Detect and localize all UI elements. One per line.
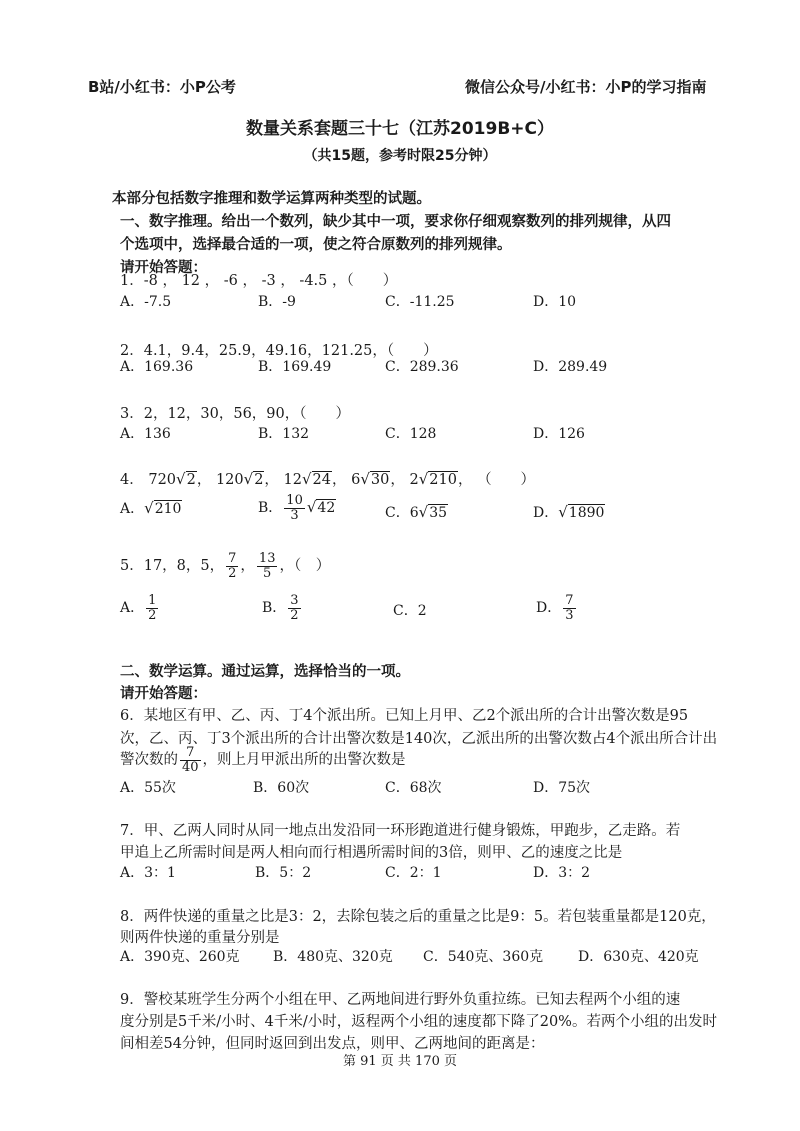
q6-line1: 6．某地区有甲、乙、丙、丁4个派出所。已知上月甲、乙2个派出所的合计出警次数是95 [120, 708, 689, 724]
q7-option-d: D．3：2 [533, 865, 591, 881]
q3-stem: 3．2，12，30，56，90，（ ） [120, 406, 351, 422]
q4-option-d: D．√1890 [533, 503, 605, 521]
q8-option-b: B．480克、320克 [273, 949, 393, 965]
q4-option-b: B． $\frac{10}{3}$ √42 [258, 493, 336, 523]
header-left: B站/小红书：小P公考 [88, 78, 236, 96]
q9-line2: 度分别是5千米/小时、4千米/小时，返程两个小组的速度都下降了20%。若两个小组的出发时 [120, 1014, 717, 1030]
q3-option-a: A．136 [120, 426, 171, 442]
q8-option-d: D．630克、420克 [578, 949, 699, 965]
q7-option-b: B．5：2 [255, 865, 312, 881]
q7-line2: 甲追上乙所需时间是两人相向而行相遇所需时间的3倍，则甲、乙的速度之比是 [120, 845, 623, 861]
q6-line2: 次，乙、丙、丁3个派出所的合计出警次数是140次，乙派出所的出警次数占4个派出所合计出 [120, 731, 718, 747]
q8-option-a: A．390克、260克 [120, 949, 240, 965]
q4-term-4: 6√30 [351, 470, 390, 488]
q5-option-a: A． $\frac{1}{2}$ [120, 593, 157, 623]
q1-option-b: B．-9 [258, 294, 296, 310]
q8-option-c: C．540克、360克 [423, 949, 544, 965]
q2-option-b: B．169.49 [258, 359, 332, 375]
q7-line1: 7．甲、乙两人同时从同一地点出发沿同一环形跑道进行健身锻炼，甲跑步，乙走路。若 [120, 823, 681, 839]
q9-line3: 间相差54分钟，但同时返回到出发点，则甲、乙两地间的距离是： [120, 1036, 545, 1052]
header-right: 微信公众号/小红书：小P的学习指南 [465, 78, 707, 96]
q6-option-c: C．68次 [385, 780, 442, 796]
q4-term-1: 720√2 [148, 470, 196, 488]
q8-line1: 8．两件快递的重量之比是3：2，去除包装之后的重量之比是9：5。若包装重量都是120克， [120, 909, 716, 925]
q8-line2: 则两件快递的重量分别是 [120, 930, 280, 946]
section1-instruction-line2: 个选项中，选择最合适的一项，使之符合原数列的排列规律。 [120, 237, 512, 253]
q4-number: 4． [120, 472, 144, 488]
q6-option-d: D．75次 [533, 780, 591, 796]
q4-option-c: C．6√35 [385, 503, 448, 521]
q9-line1: 9．警校某班学生分两个小组在甲、乙两地间进行野外负重拉练。已知去程两个小组的速 [120, 992, 681, 1008]
q5-option-b: B． $\frac{3}{2}$ [262, 593, 299, 623]
q1-stem: 1．-8 ， 12 ， -6 ， -3 ， -4.5 ，（ ） [120, 273, 398, 289]
q2-option-a: A．169.36 [120, 359, 194, 375]
q4-term-3: 12√24 [283, 470, 331, 488]
section2-start: 请开始答题： [120, 686, 207, 702]
q5-stem: 5．17，8，5， $\frac{7}{2}$ ， $\frac{13}{5}$ ，（ ） [120, 551, 331, 581]
q2-stem: 2．4.1，9.4，25.9，49.16，121.25，（ ） [120, 343, 438, 359]
section1-start: 请开始答题： [120, 260, 207, 276]
q1-option-c: C．-11.25 [385, 294, 455, 310]
q6-line3: 警次数的 $\frac{7}{40}$ ，则上月甲派出所的出警次数是 [120, 745, 406, 775]
section2-instruction: 二、数学运算。通过运算，选择恰当的一项。 [120, 664, 410, 680]
q6-option-b: B．60次 [253, 780, 310, 796]
q7-option-c: C．2：1 [385, 865, 442, 881]
page-subtitle: （共15题，参考时限25分钟） [303, 148, 497, 164]
q4-term-2: 120√2 [215, 470, 264, 488]
page-footer: 第 91 页 共 170 页 [342, 1054, 458, 1069]
q5-option-d: D． $\frac{7}{3}$ [536, 593, 574, 623]
q4-stem: 4． 720√2， 120√2， 12√24， 6√30， 2√210， （ ） [120, 470, 536, 488]
page-title: 数量关系套题三十七（江苏2019B+C） [246, 119, 554, 139]
q7-option-a: A．3：1 [120, 865, 176, 881]
q1-option-d: D．10 [533, 294, 577, 310]
q2-option-d: D．289.49 [533, 359, 608, 375]
q6-option-a: A．55次 [120, 780, 176, 796]
q3-option-b: B．132 [258, 426, 310, 442]
q1-option-a: A．-7.5 [120, 294, 172, 310]
section1-instruction-line1: 一、数字推理。给出一个数列，缺少其中一项，要求你仔细观察数列的排列规律，从四 [120, 214, 671, 230]
q2-option-c: C．289.36 [385, 359, 459, 375]
intro-text: 本部分包括数字推理和数学运算两种类型的试题。 [112, 191, 431, 207]
q4-blank: （ ） [477, 472, 536, 488]
q5-option-c: C．2 [393, 603, 427, 619]
q3-option-d: D．126 [533, 426, 585, 442]
q3-option-c: C．128 [385, 426, 437, 442]
q4-term-5: 2√210 [409, 470, 457, 488]
q4-option-a: A．√210 [120, 499, 182, 517]
